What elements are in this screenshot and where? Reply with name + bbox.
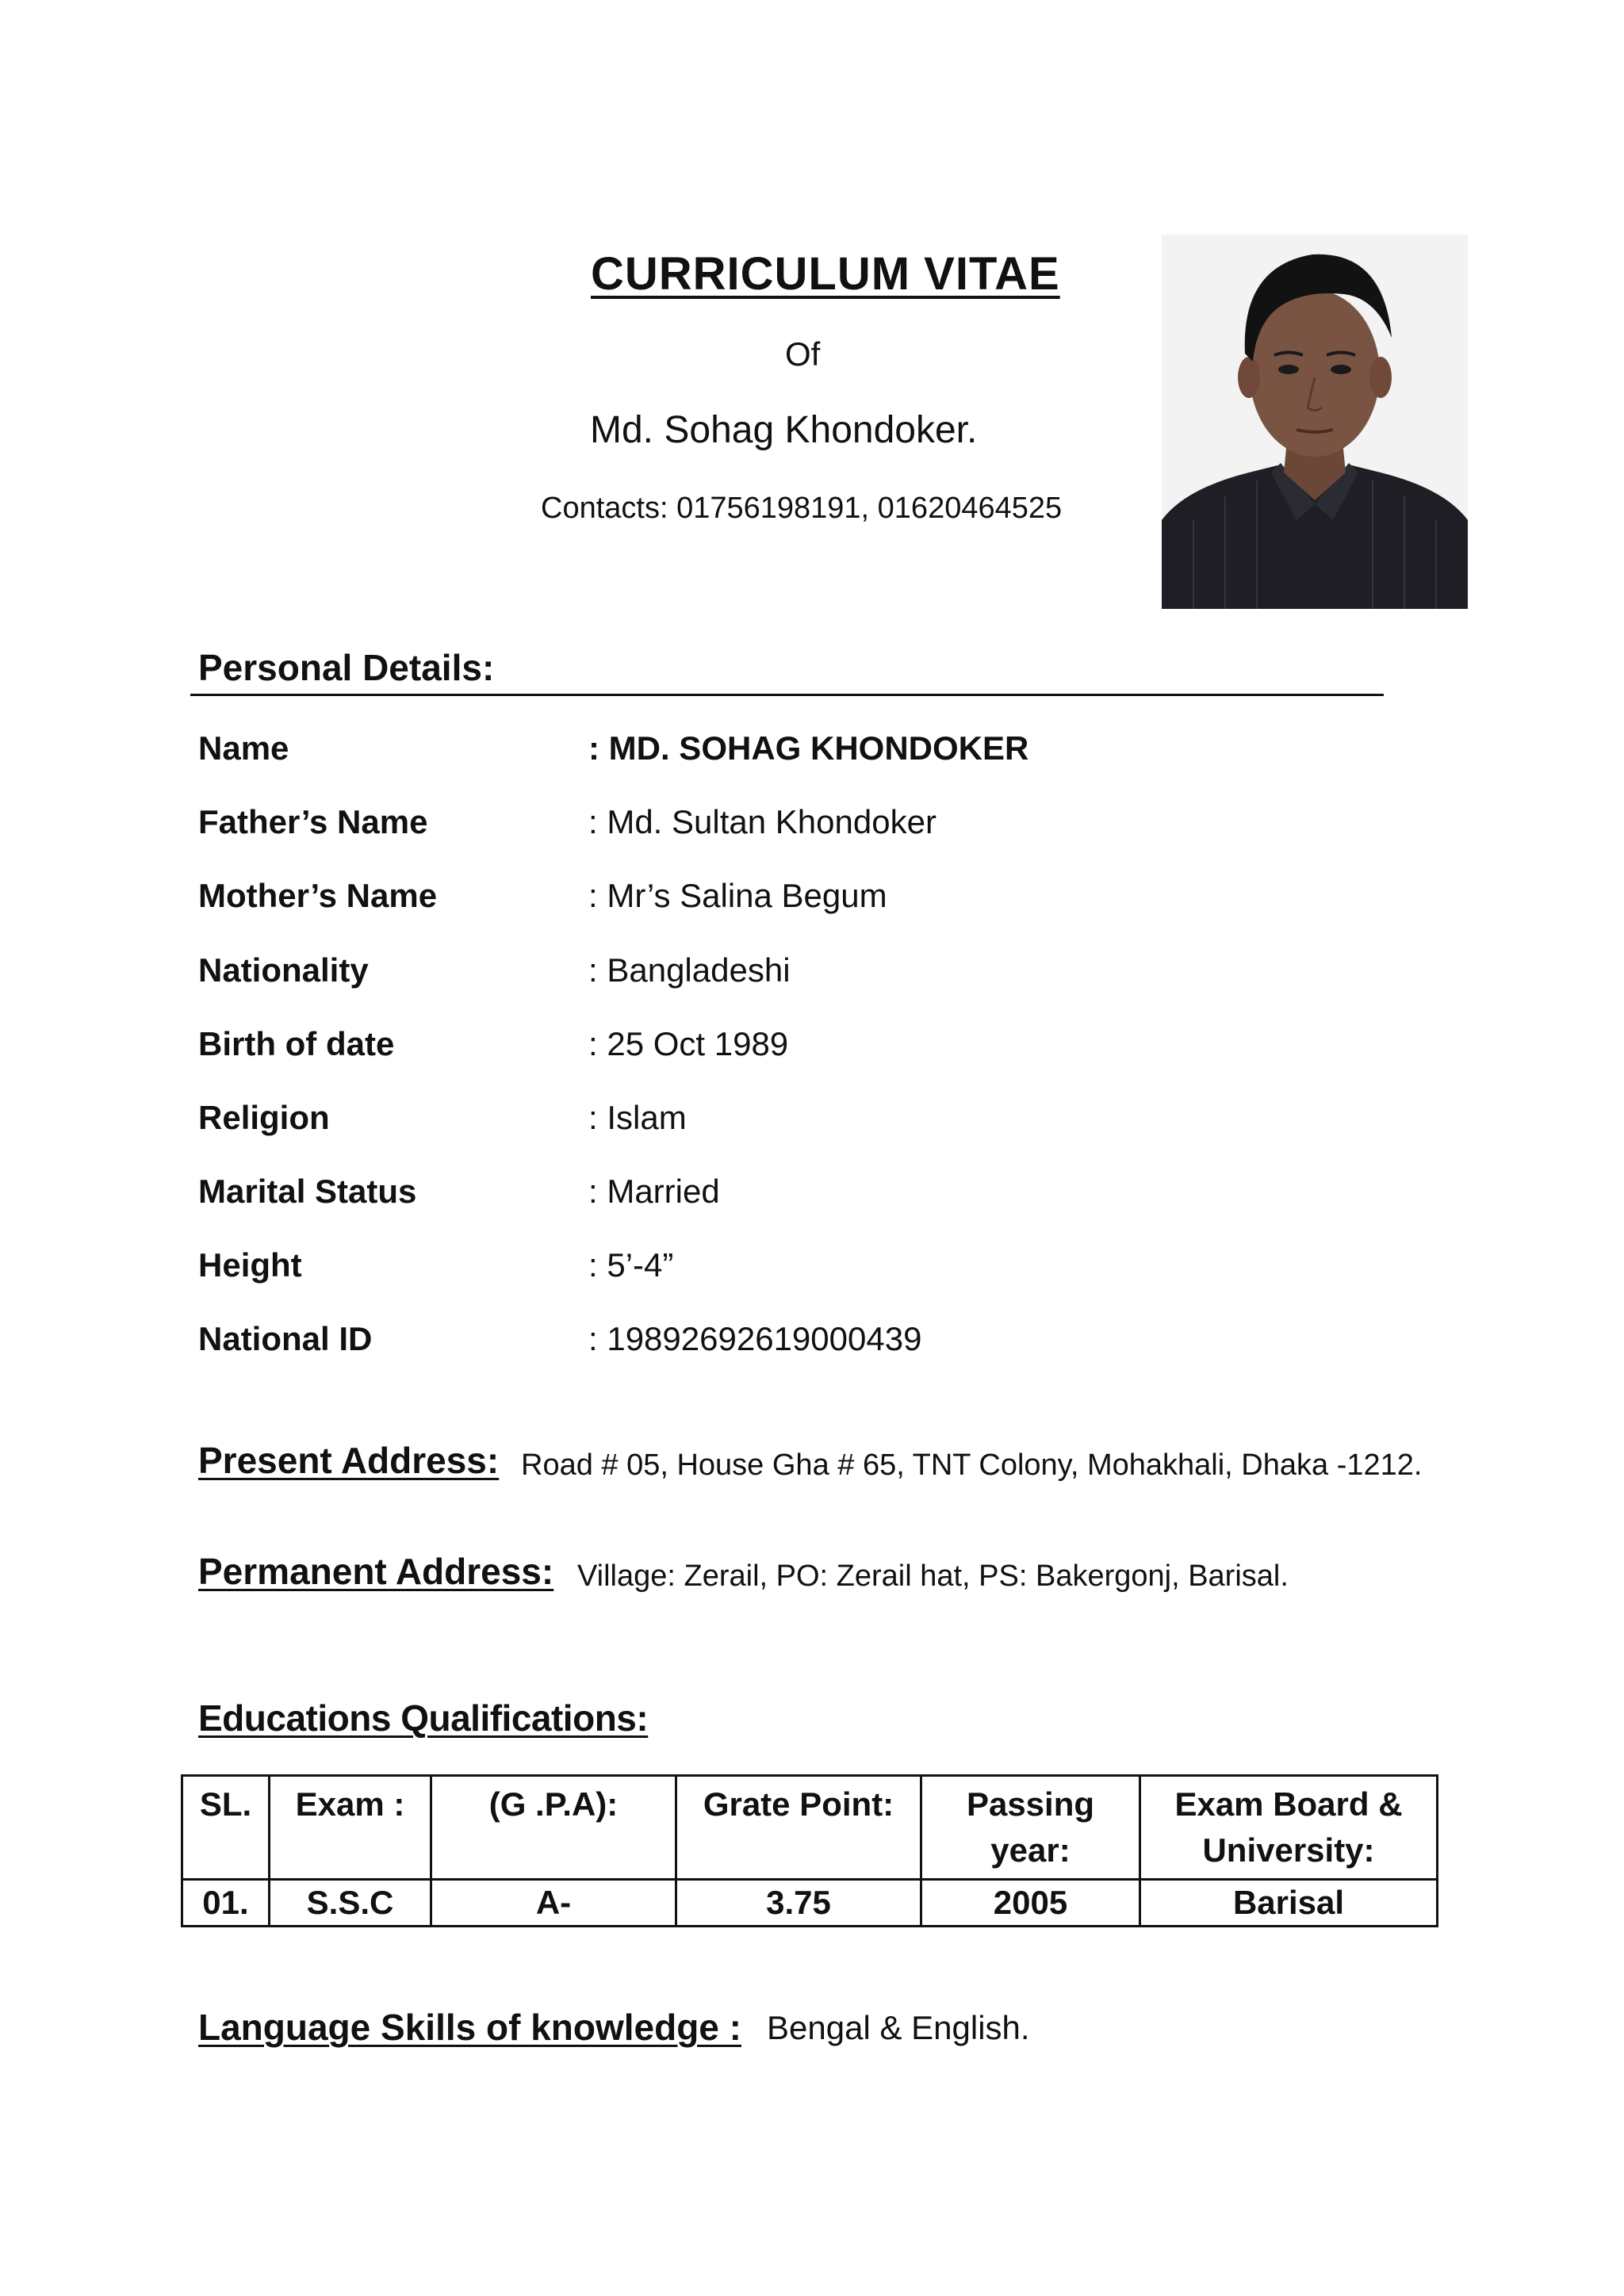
table-row [182, 1880, 1438, 1927]
cell-grade-point: 3.75 [676, 1880, 921, 1927]
detail-value: : Islam [588, 1099, 687, 1136]
education-table [181, 1774, 1438, 1927]
personal-details-heading: Personal Details: [198, 647, 495, 688]
col-header-gpa: (G .P.A): [431, 1776, 676, 1880]
table-header-row [182, 1776, 1438, 1880]
detail-label: Mother’s Name [198, 877, 438, 914]
col-header-board: Exam Board & University: [1140, 1776, 1438, 1880]
cell-board: Barisal [1140, 1880, 1438, 1927]
cv-title: CURRICULUM VITAE [591, 248, 1060, 300]
detail-value: : Married [588, 1173, 720, 1210]
permanent-address-label: Permanent Address: [198, 1551, 554, 1592]
cell-sl: 01. [182, 1880, 270, 1927]
detail-value: : Md. Sultan Khondoker [588, 803, 936, 840]
present-address-label: Present Address: [198, 1440, 500, 1481]
cell-passing-year: 2005 [921, 1880, 1140, 1927]
detail-value: : Bangladeshi [588, 951, 791, 989]
contacts-line: Contacts: 01756198191, 01620464525 [541, 492, 1063, 525]
section-divider [190, 694, 1384, 696]
detail-label: Religion [198, 1099, 330, 1136]
detail-label: Nationality [198, 951, 369, 989]
detail-label: Father’s Name [198, 803, 428, 840]
col-header-exam: Exam : [270, 1776, 431, 1880]
candidate-name: Md. Sohag Khondoker. [590, 409, 978, 451]
permanent-address-value: Village: Zerail, PO: Zerail hat, PS: Bakergonj, Barisal. [577, 1559, 1289, 1593]
detail-value: : 19892692619000439 [588, 1320, 922, 1357]
cell-gpa: A- [431, 1880, 676, 1927]
cv-of-text: Of [785, 335, 821, 373]
detail-label: Marital Status [198, 1173, 417, 1210]
detail-value: : 25 Oct 1989 [588, 1025, 789, 1062]
detail-value: : MD. SOHAG KHONDOKER [588, 729, 1029, 767]
detail-value: : 5’-4” [588, 1246, 674, 1284]
education-heading: Educations Qualifications: [198, 1697, 649, 1739]
col-header-sl: SL. [182, 1776, 270, 1880]
cell-exam: S.S.C [270, 1880, 431, 1927]
present-address-value: Road # 05, House Gha # 65, TNT Colony, Mohakhali, Dhaka -1212. [521, 1448, 1423, 1482]
detail-value: : Mr’s Salina Begum [588, 877, 887, 914]
detail-label: Birth of date [198, 1025, 395, 1062]
language-skills-label: Language Skills of knowledge : [198, 2007, 741, 2048]
detail-label: National ID [198, 1320, 373, 1357]
profile-photo [1162, 235, 1468, 609]
col-header-passing-year: Passing year: [921, 1776, 1140, 1880]
detail-label: Name [198, 729, 289, 767]
detail-label: Height [198, 1246, 302, 1284]
language-skills-value: Bengal & English. [767, 2009, 1030, 2046]
col-header-grade-point: Grate Point: [676, 1776, 921, 1880]
portrait-illustration [1162, 235, 1468, 609]
